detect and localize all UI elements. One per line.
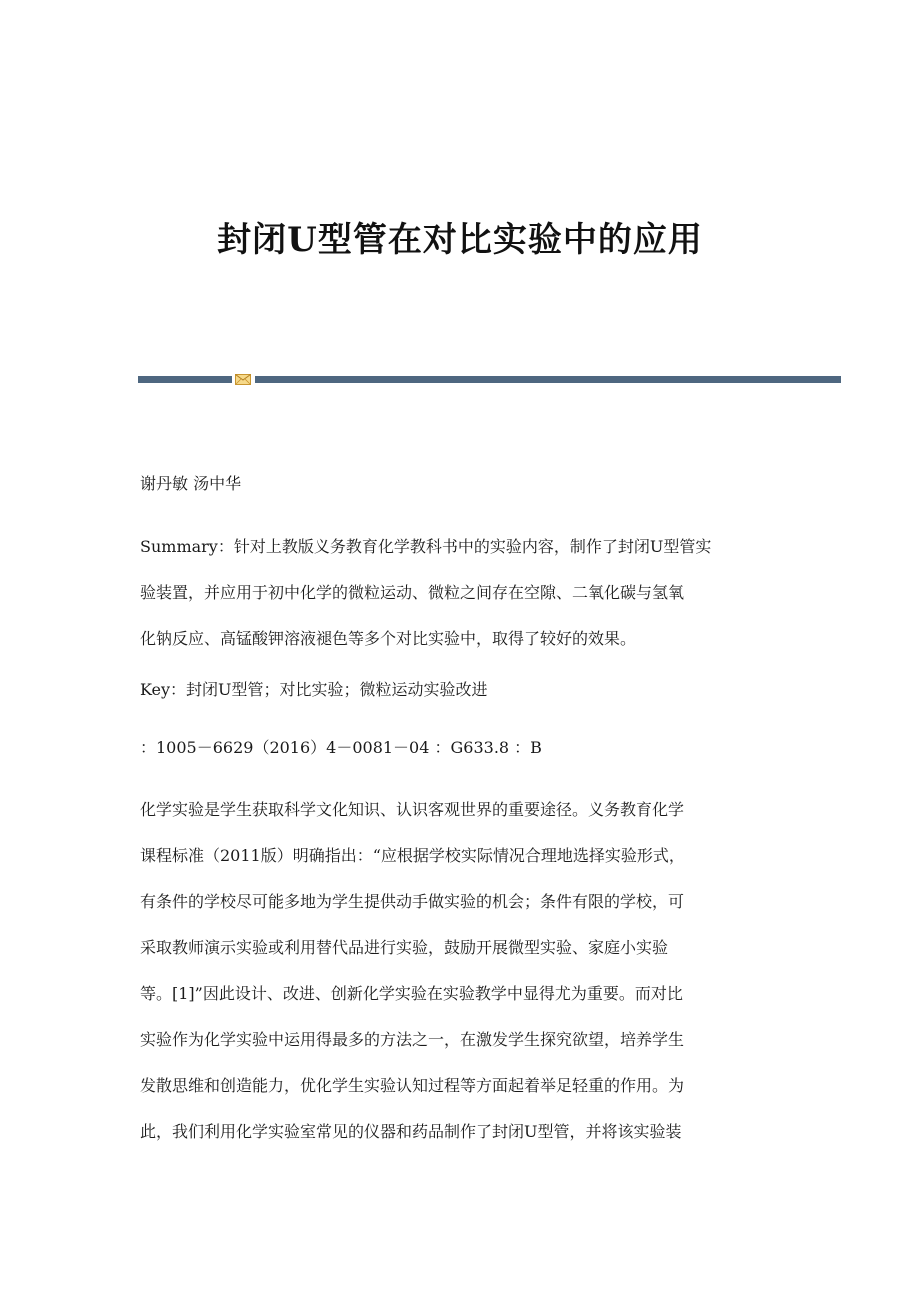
divider-right-bar — [255, 376, 841, 383]
body-line: 实验作为化学实验中运用得最多的方法之一，在激发学生探究欲望，培养学生 — [140, 1030, 685, 1049]
body-paragraph — [140, 787, 780, 1155]
summary-line: 化钠反应、高锰酸钾溶液褪色等多个对比实验中，取得了较好的效果。 — [140, 629, 637, 648]
body-line: 采取教师演示实验或利用替代品进行实验，鼓励开展微型实验、家庭小实验 — [140, 938, 669, 957]
body-line: 课程标准（2011版）明确指出：“应根据学校实际情况合理地选择实验形式， — [140, 846, 685, 865]
document-title: 封闭U型管在对比实验中的应用 — [217, 220, 703, 260]
title-divider — [138, 374, 841, 384]
body-line: 化学实验是学生获取科学文化知识、认识客观世界的重要途径。义务教育化学 — [140, 800, 685, 819]
body-line: 等。[1]”因此设计、改进、创新化学实验在实验教学中显得尤为重要。而对比 — [140, 984, 683, 1003]
classification-codes: ：1005－6629（2016）4－0081－04 ：G633.8 ：B — [140, 738, 542, 757]
body-line: 有条件的学校尽可能多地为学生提供动手做实验的机会；条件有限的学校，可 — [140, 892, 685, 911]
summary-line: Summary：针对上教版义务教育化学教科书中的实验内容，制作了封闭U型管实 — [140, 537, 712, 556]
summary-paragraph — [140, 524, 780, 662]
summary-line: 验装置，并应用于初中化学的微粒运动、微粒之间存在空隙、二氧化碳与氢氧 — [140, 583, 685, 602]
keywords: Key：封闭U型管；对比实验；微粒运动实验改进 — [140, 680, 488, 699]
authors: 谢丹敏 汤中华 — [140, 474, 242, 493]
body-line: 此，我们利用化学实验室常见的仪器和药品制作了封闭U型管，并将该实验装 — [140, 1122, 682, 1141]
body-line: 发散思维和创造能力，优化学生实验认知过程等方面起着举足轻重的作用。为 — [140, 1076, 685, 1095]
divider-left-bar — [138, 376, 232, 383]
envelope-icon — [235, 374, 251, 385]
